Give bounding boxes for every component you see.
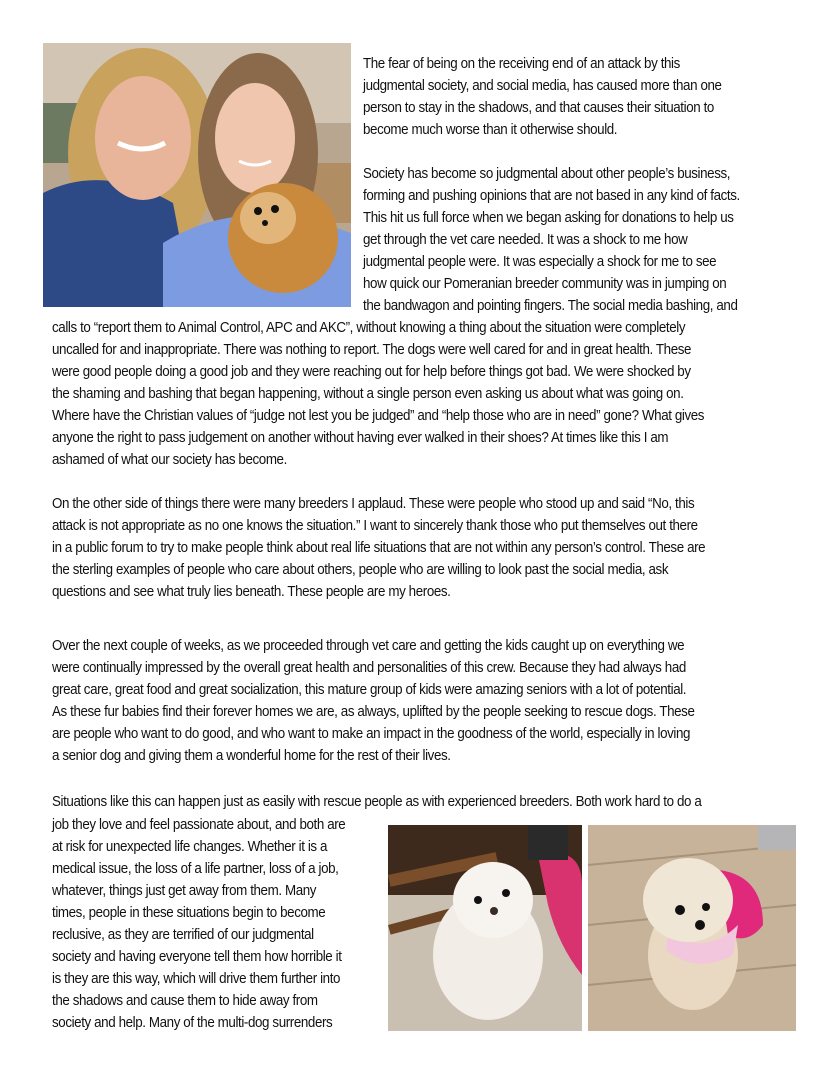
text-line: attack is not appropriate as no one knows the situation.” I want to sincerely thank those who put themselves out there — [52, 517, 698, 534]
text-line: great care, great food and great socialization, this mature group of kids were amazing seniors with a lot of potential. — [52, 681, 687, 698]
photo-white-pomeranian-graphic — [388, 825, 582, 1031]
text-line: become much worse than it otherwise should. — [363, 121, 618, 138]
text-line: at risk for unexpected life changes. Whether it is a — [52, 838, 328, 855]
photo-women-with-pomeranian-graphic — [43, 43, 351, 307]
text-line: medical issue, the loss of a life partner, loss of a job, — [52, 860, 339, 877]
text-line: Where have the Christian values of “judge not lest you be judged” and “help those who are in need” gone? What gives — [52, 407, 705, 424]
text-line: the shadows and cause them to hide away from — [52, 992, 318, 1009]
text-line: Society has become so judgmental about other people’s business, — [363, 165, 731, 182]
text-line: get through the vet care needed. It was a shock to me how — [363, 231, 688, 248]
text-line: person to stay in the shadows, and that causes their situation to — [363, 99, 714, 116]
text-line: were continually impressed by the overall great health and personalities of this crew. Because they had always had — [52, 659, 686, 676]
text-line: times, people in these situations begin to become — [52, 904, 326, 921]
text-line: judgmental people were. It was especially a shock for me to see — [363, 253, 717, 270]
text-line: a senior dog and giving them a wonderful home for the rest of their lives. — [52, 747, 451, 764]
text-line: questions and see what truly lies beneath. These people are my heroes. — [52, 583, 451, 600]
text-line: how quick our Pomeranian breeder community was in jumping on — [363, 275, 727, 292]
photo-pomeranian-pink-dress — [588, 825, 796, 1031]
text-line: the sterling examples of people who care about others, people who are willing to look past the social media, ask — [52, 561, 669, 578]
text-line: society and help. Many of the multi-dog surrenders — [52, 1014, 333, 1031]
text-line: Situations like this can happen just as easily with rescue people as with experienced breeders. Both work hard to do a — [52, 793, 702, 810]
photo-women-with-pomeranian — [43, 43, 351, 307]
text-line: The fear of being on the receiving end of an attack by this — [363, 55, 680, 72]
text-line: in a public forum to try to make people think about real life situations that are not within any person’s control. These are — [52, 539, 706, 556]
text-line: the bandwagon and pointing fingers. The social media bashing, and — [363, 297, 738, 314]
text-line: anyone the right to pass judgement on another without having ever walked in their shoes? At times like this I am — [52, 429, 669, 446]
text-line: calls to “report them to Animal Control, APC and AKC”, without knowing a thing about the situation were completely — [52, 319, 686, 336]
text-line: were good people doing a good job and they were reaching out for help before things got bad. We were shocked by — [52, 363, 691, 380]
text-line: are people who want to do good, and who want to make an impact in the goodness of the world, especially in loving — [52, 725, 691, 742]
text-line: ashamed of what our society has become. — [52, 451, 287, 468]
text-line: uncalled for and inappropriate. There was nothing to report. The dogs were well cared for and in great health. These — [52, 341, 692, 358]
text-line: On the other side of things there were many breeders I applaud. These were people who stood up and said “No, this — [52, 495, 695, 512]
text-line: job they love and feel passionate about, and both are — [52, 816, 346, 833]
text-line: Over the next couple of weeks, as we proceeded through vet care and getting the kids caught up on everything we — [52, 637, 685, 654]
text-line: society and having everyone tell them how horrible it — [52, 948, 342, 965]
text-line: the shaming and bashing that began happening, without a single person even asking us about what was going on. — [52, 385, 684, 402]
text-line: forming and pushing opinions that are not based in any kind of facts. — [363, 187, 740, 204]
photo-white-pomeranian — [388, 825, 582, 1031]
text-line: As these fur babies find their forever homes we are, as always, uplifted by the people seeking to rescue dogs. These — [52, 703, 695, 720]
text-line: whatever, things just get away from them. Many — [52, 882, 317, 899]
text-line: judgmental society, and social media, has caused more than one — [363, 77, 722, 94]
photo-pomeranian-pink-dress-graphic — [588, 825, 796, 1031]
text-line: This hit us full force when we began asking for donations to help us — [363, 209, 734, 226]
text-line: reclusive, as they are terrified of our judgmental — [52, 926, 314, 943]
text-line: is they are this way, which will drive them further into — [52, 970, 341, 987]
